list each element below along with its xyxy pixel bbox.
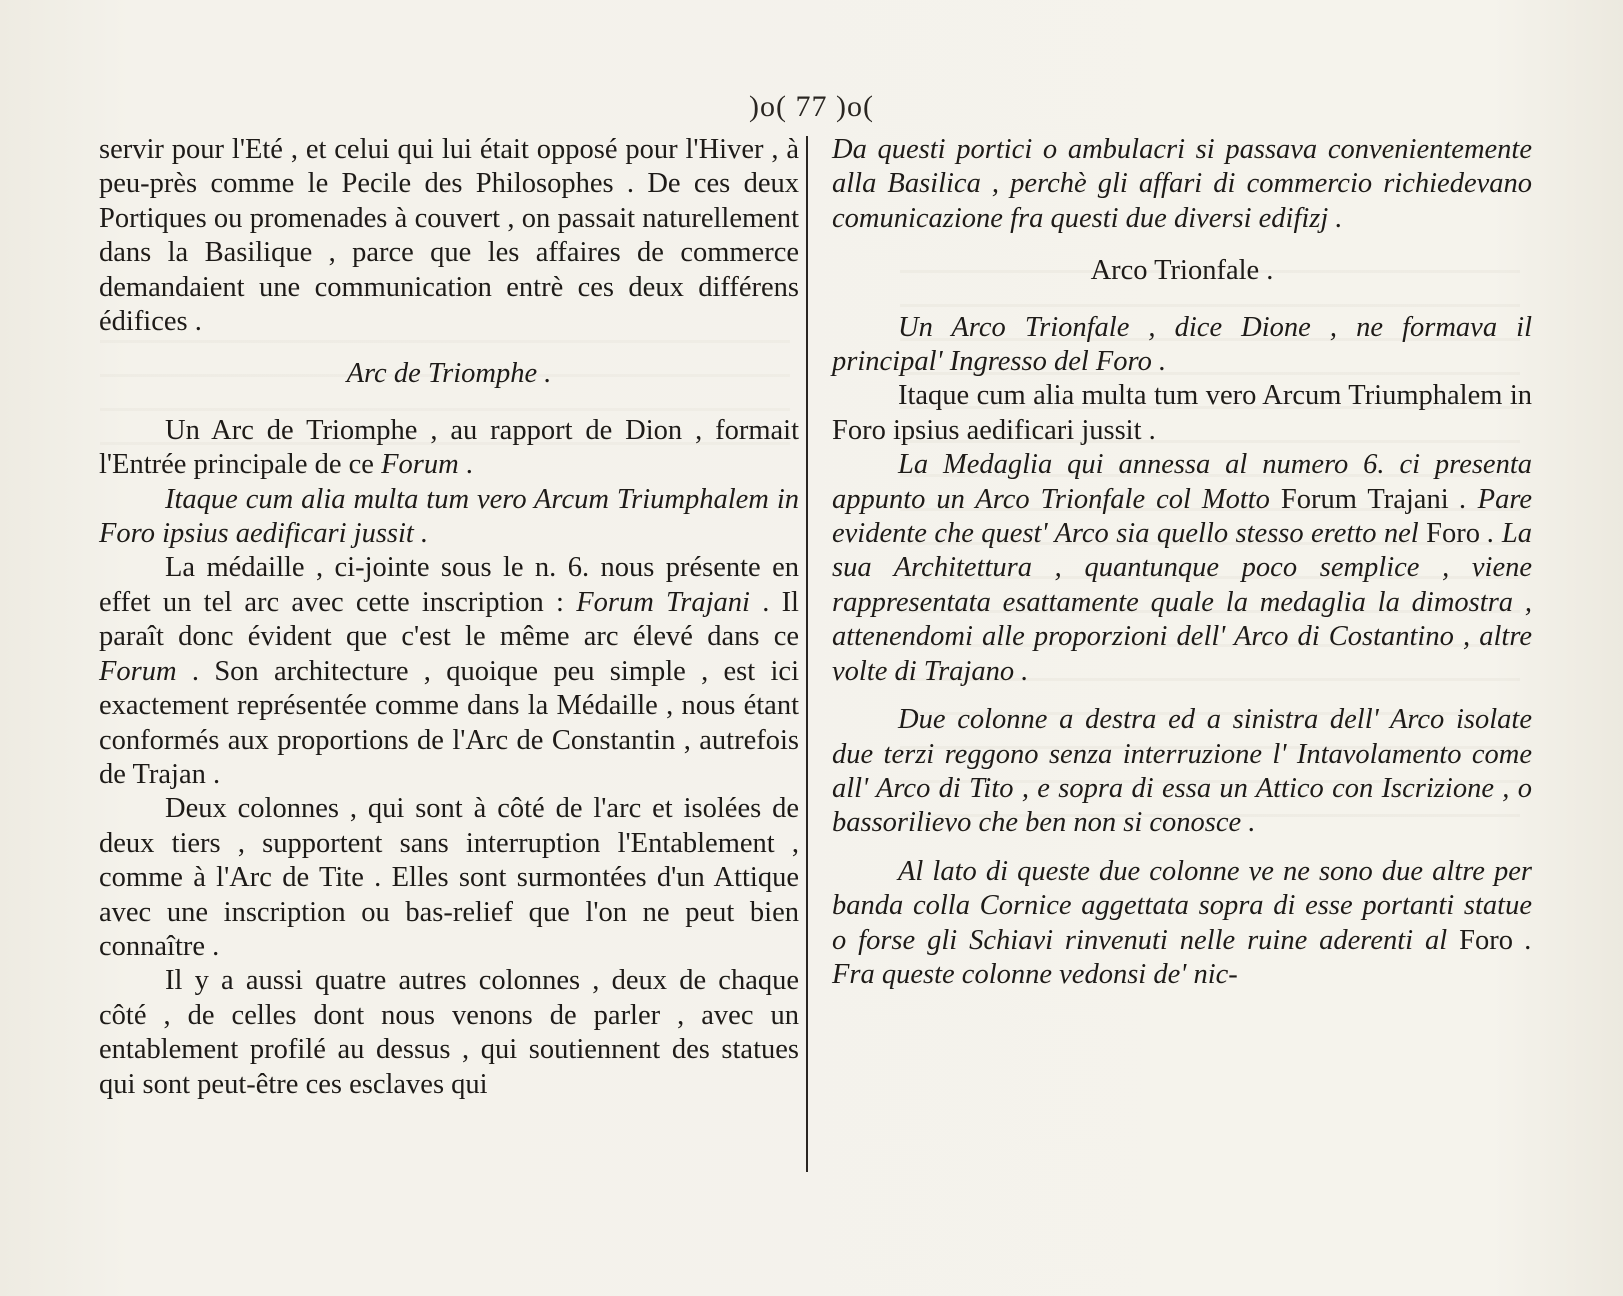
left-p4-text-e: . Son architecture , quoique peu simple , est ici exactement représentée comme dans la Médaille , nous étant conformés aux proportions de l'Arc de Constantin , autrefois de Trajan . bbox=[99, 655, 799, 790]
left-paragraph-1: servir pour l'Eté , et celui qui lui était opposé pour l'Hiver , à peu-près comme le Pecile des Philosophes . De ces deux Portiques ou promenades à couvert , on passait naturellement dans la Basilique , parce que les affaires de commerce demandaient une communication entrè ces deux différens édifices . bbox=[99, 134, 799, 338]
right-column-italian bbox=[832, 133, 1532, 992]
right-paragraph-5: Due colonne a destra ed a sinistra dell' Arco isolate due terzi reggono senza interruzione l' Intavolamento come all' Arco di Tito , e sopra di essa un Attico con Iscrizione , o bassorilievo che ben non si conosce . bbox=[832, 704, 1532, 839]
left-p4-text-c: . Il paraît donc évident que c'est le même arc élevé dans ce bbox=[99, 586, 799, 653]
left-p4-text-d: Forum bbox=[99, 655, 177, 687]
left-p2-text-a: Un Arc de Triomphe , au rapport de Dion , formait l'Entrée principale de ce bbox=[99, 414, 799, 481]
paragraph-gap bbox=[832, 689, 1532, 703]
left-heading: Arc de Triomphe . bbox=[346, 358, 552, 390]
left-p2-text-b: Forum bbox=[381, 449, 459, 481]
right-heading: Arco Trionfale . bbox=[1090, 255, 1274, 287]
left-p4-text-b: Forum Trajani bbox=[576, 586, 750, 618]
left-p2-text-c: . bbox=[458, 449, 473, 481]
right-p6-text-a: Al lato di queste due colonne ve ne sono due altre per banda colla Cornice aggettata sopra di esse portanti statue o forse gli Schiavi rinvenuti nelle ruine aderenti al bbox=[832, 855, 1532, 956]
right-paragraph-1: Da questi portici o ambulacri si passava convenientemente alla Basilica , perchè gli affari di commercio richiedevano comunicazione fra questi due diversi edifizj . bbox=[832, 134, 1532, 234]
page-header: )o( 77 )o( bbox=[749, 90, 874, 123]
right-paragraph-4 bbox=[832, 448, 1532, 689]
left-paragraph-5: Deux colonnes , qui sont à côté de l'arc et isolées de deux tiers , supportent sans interruption l'Entablement , comme à l'Arc de Tite . Elles sont surmontées d'un Attique avec une inscription ou bas-relief que l'on ne peut bien connaître . bbox=[99, 793, 799, 962]
left-paragraph-3: Itaque cum alia multa tum vero Arcum Triumphalem in Foro ipsius aedificari jussit . bbox=[99, 483, 799, 550]
right-p6-text-b: Foro bbox=[1459, 924, 1513, 956]
paragraph-gap bbox=[832, 841, 1532, 855]
right-paragraph-6 bbox=[832, 855, 1532, 993]
right-p4-text-b: Forum Trajani bbox=[1280, 483, 1449, 515]
right-p4-text-d: Foro bbox=[1426, 518, 1480, 550]
left-paragraph-6: Il y a aussi quatre autres colonnes , deux de chaque côté , de celles dont nous venons de parler , avec un entablement profilé au dessus , qui soutiennent des statues qui sont peut-être ces esclaves qui bbox=[99, 965, 799, 1100]
right-paragraph-2: Un Arco Trionfale , dice Dione , ne formava il principal' Ingresso del Foro . bbox=[832, 311, 1532, 378]
left-paragraph-4 bbox=[99, 551, 799, 792]
left-column-french bbox=[99, 133, 799, 1102]
right-paragraph-3: Itaque cum alia multa tum vero Arcum Triumphalem in Foro ipsius aedificari jussit . bbox=[832, 380, 1532, 446]
right-p4-text-c: . Pare evidente che quest' Arco sia quello stesso eretto nel bbox=[832, 483, 1532, 550]
left-paragraph-2 bbox=[99, 414, 799, 483]
right-p4-text-e: . La sua Architettura , quantunque poco semplice , viene rappresentata esattamente quale la medaglia la dimostra , attenendomi alle proporzioni dell' Arco di Costantino , altre volte di Trajano . bbox=[832, 518, 1533, 687]
right-p4-text-a: La Medaglia qui annessa al numero 6. ci presenta appunto un Arco Trionfale col Motto bbox=[832, 449, 1532, 515]
right-p6-text-c: . Fra queste colonne vedonsi de' nic- bbox=[832, 924, 1533, 990]
column-divider bbox=[806, 136, 808, 1172]
left-p4-text-a: La médaille , ci-jointe sous le n. 6. nous présente en effet un tel arc avec cette inscription : bbox=[99, 552, 799, 618]
